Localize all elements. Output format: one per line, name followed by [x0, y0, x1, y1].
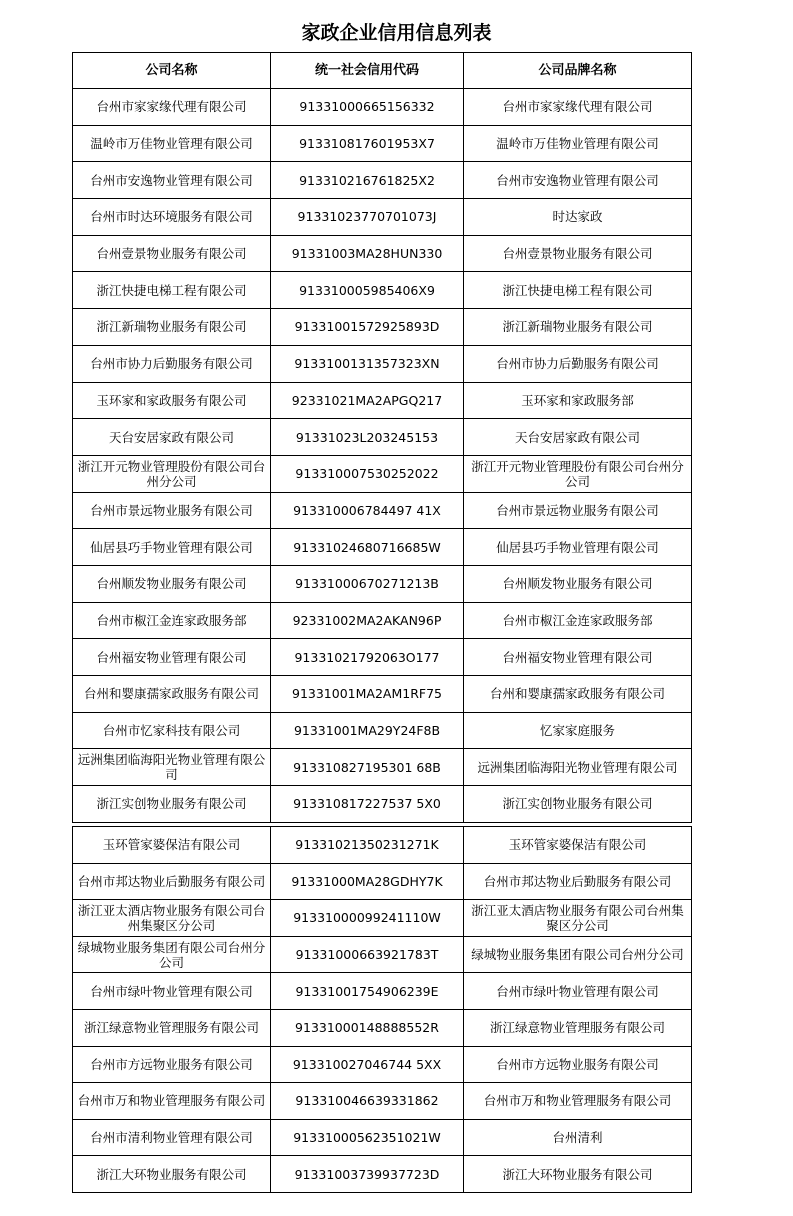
credit-code-cell: 913310216761825X2	[271, 162, 464, 199]
company-name-cell: 台州市协力后勤服务有限公司	[73, 345, 271, 382]
brand-name-cell: 远洲集团临海阳光物业管理有限公司	[464, 749, 692, 786]
brand-name-cell: 仙居县巧手物业管理有限公司	[464, 529, 692, 566]
table-row	[73, 419, 692, 456]
table-row	[73, 1009, 692, 1046]
credit-code-cell: 9133100131357323XN	[271, 345, 464, 382]
header-brand-name: 公司品牌名称	[464, 53, 692, 89]
company-name-cell: 台州市绿叶物业管理有限公司	[73, 973, 271, 1010]
company-name-cell: 台州市安逸物业管理有限公司	[73, 162, 271, 199]
credit-table-continued	[72, 826, 692, 1193]
table-row	[73, 162, 692, 199]
brand-name-cell: 台州市安逸物业管理有限公司	[464, 162, 692, 199]
table-row	[73, 492, 692, 529]
table-row	[73, 1046, 692, 1083]
brand-name-cell: 台州市家家缘代理有限公司	[464, 89, 692, 126]
company-name-cell: 台州市家家缘代理有限公司	[73, 89, 271, 126]
company-name-cell: 浙江开元物业管理股份有限公司台州分公司	[73, 455, 271, 492]
table-row	[73, 235, 692, 272]
table-row	[73, 863, 692, 900]
brand-name-cell: 天台安居家政有限公司	[464, 419, 692, 456]
company-name-cell: 台州市万和物业管理服务有限公司	[73, 1083, 271, 1120]
credit-code-cell: 91331000099241110W	[271, 900, 464, 937]
brand-name-cell: 台州市景远物业服务有限公司	[464, 492, 692, 529]
table-row	[73, 973, 692, 1010]
brand-name-cell: 浙江实创物业服务有限公司	[464, 786, 692, 823]
credit-code-cell: 91331023770701073J	[271, 199, 464, 236]
header-row	[73, 53, 692, 89]
header-company-name: 公司名称	[73, 53, 271, 89]
brand-name-cell: 温岭市万佳物业管理有限公司	[464, 125, 692, 162]
brand-name-cell: 台州市万和物业管理服务有限公司	[464, 1083, 692, 1120]
brand-name-cell: 时达家政	[464, 199, 692, 236]
company-name-cell: 浙江快捷电梯工程有限公司	[73, 272, 271, 309]
company-name-cell: 浙江新瑞物业服务有限公司	[73, 309, 271, 346]
credit-code-cell: 913310005985406X9	[271, 272, 464, 309]
credit-code-cell: 913310827195301 68B	[271, 749, 464, 786]
table-row	[73, 455, 692, 492]
table-row	[73, 565, 692, 602]
company-name-cell: 玉环家和家政服务有限公司	[73, 382, 271, 419]
company-name-cell: 天台安居家政有限公司	[73, 419, 271, 456]
credit-code-cell: 91331001572925893D	[271, 309, 464, 346]
brand-name-cell: 浙江大环物业服务有限公司	[464, 1156, 692, 1193]
company-name-cell: 浙江大环物业服务有限公司	[73, 1156, 271, 1193]
company-name-cell: 台州市景远物业服务有限公司	[73, 492, 271, 529]
brand-name-cell: 台州顺发物业服务有限公司	[464, 565, 692, 602]
table-row	[73, 1156, 692, 1193]
table-row	[73, 89, 692, 126]
company-name-cell: 玉环管家婆保洁有限公司	[73, 827, 271, 864]
table-row	[73, 125, 692, 162]
credit-code-cell: 913310027046744 5XX	[271, 1046, 464, 1083]
brand-name-cell: 玉环管家婆保洁有限公司	[464, 827, 692, 864]
brand-name-cell: 台州壹景物业服务有限公司	[464, 235, 692, 272]
credit-code-cell: 913310817227537 5X0	[271, 786, 464, 823]
table-row	[73, 272, 692, 309]
credit-code-cell: 91331003739937723D	[271, 1156, 464, 1193]
brand-name-cell: 浙江新瑞物业服务有限公司	[464, 309, 692, 346]
credit-code-cell: 913310046639331862	[271, 1083, 464, 1120]
brand-name-cell: 浙江开元物业管理股份有限公司台州分公司	[464, 455, 692, 492]
table-row	[73, 900, 692, 937]
brand-name-cell: 台州市邦达物业后勤服务有限公司	[464, 863, 692, 900]
brand-name-cell: 台州市椒江金连家政服务部	[464, 602, 692, 639]
company-name-cell: 台州市忆家科技有限公司	[73, 712, 271, 749]
brand-name-cell: 浙江绿意物业管理服务有限公司	[464, 1009, 692, 1046]
credit-code-cell: 91331023L203245153	[271, 419, 464, 456]
table-row	[73, 936, 692, 973]
credit-code-cell: 91331003MA28HUN330	[271, 235, 464, 272]
credit-code-cell: 91331000148888552R	[271, 1009, 464, 1046]
brand-name-cell: 忆家家庭服务	[464, 712, 692, 749]
company-name-cell: 绿城物业服务集团有限公司台州分公司	[73, 936, 271, 973]
company-name-cell: 浙江亚太酒店物业服务有限公司台州集聚区分公司	[73, 900, 271, 937]
brand-name-cell: 台州市方远物业服务有限公司	[464, 1046, 692, 1083]
header-credit-code: 统一社会信用代码	[271, 53, 464, 89]
brand-name-cell: 台州福安物业管理有限公司	[464, 639, 692, 676]
credit-code-cell: 91331000663921783T	[271, 936, 464, 973]
company-name-cell: 台州和婴康孺家政服务有限公司	[73, 676, 271, 713]
table-row	[73, 1119, 692, 1156]
table-row	[73, 712, 692, 749]
credit-code-cell: 91331000670271213B	[271, 565, 464, 602]
company-name-cell: 温岭市万佳物业管理有限公司	[73, 125, 271, 162]
company-name-cell: 台州市时达环境服务有限公司	[73, 199, 271, 236]
table-row	[73, 602, 692, 639]
credit-code-cell: 91331000665156332	[271, 89, 464, 126]
company-name-cell: 台州顺发物业服务有限公司	[73, 565, 271, 602]
credit-code-cell: 91331001MA29Y24F8B	[271, 712, 464, 749]
table-row	[73, 639, 692, 676]
company-name-cell: 台州壹景物业服务有限公司	[73, 235, 271, 272]
company-name-cell: 台州市清利物业管理有限公司	[73, 1119, 271, 1156]
credit-code-cell: 91331021350231271K	[271, 827, 464, 864]
table-row	[73, 827, 692, 864]
company-name-cell: 台州市邦达物业后勤服务有限公司	[73, 863, 271, 900]
credit-code-cell: 91331021792063O177	[271, 639, 464, 676]
table-row	[73, 529, 692, 566]
company-name-cell: 台州福安物业管理有限公司	[73, 639, 271, 676]
company-name-cell: 仙居县巧手物业管理有限公司	[73, 529, 271, 566]
brand-name-cell: 台州市协力后勤服务有限公司	[464, 345, 692, 382]
company-name-cell: 浙江实创物业服务有限公司	[73, 786, 271, 823]
credit-code-cell: 91331001MA2AM1RF75	[271, 676, 464, 713]
credit-code-cell: 92331002MA2AKAN96P	[271, 602, 464, 639]
credit-code-cell: 91331000562351021W	[271, 1119, 464, 1156]
company-name-cell: 台州市椒江金连家政服务部	[73, 602, 271, 639]
credit-code-cell: 91331000MA28GDHY7K	[271, 863, 464, 900]
table-row	[73, 309, 692, 346]
brand-name-cell: 绿城物业服务集团有限公司台州分公司	[464, 936, 692, 973]
brand-name-cell: 台州清利	[464, 1119, 692, 1156]
company-name-cell: 台州市方远物业服务有限公司	[73, 1046, 271, 1083]
credit-code-cell: 91331024680716685W	[271, 529, 464, 566]
table-row	[73, 749, 692, 786]
table-row	[73, 786, 692, 823]
brand-name-cell: 玉环家和家政服务部	[464, 382, 692, 419]
brand-name-cell: 浙江快捷电梯工程有限公司	[464, 272, 692, 309]
credit-code-cell: 913310006784497 41X	[271, 492, 464, 529]
credit-code-cell: 913310817601953X7	[271, 125, 464, 162]
table-row	[73, 382, 692, 419]
credit-code-cell: 92331021MA2APGQ217	[271, 382, 464, 419]
company-name-cell: 远洲集团临海阳光物业管理有限公司	[73, 749, 271, 786]
table-row	[73, 1083, 692, 1120]
table-row	[73, 676, 692, 713]
brand-name-cell: 浙江亚太酒店物业服务有限公司台州集聚区分公司	[464, 900, 692, 937]
table-row	[73, 199, 692, 236]
table-row	[73, 345, 692, 382]
brand-name-cell: 台州市绿叶物业管理有限公司	[464, 973, 692, 1010]
credit-code-cell: 91331001754906239E	[271, 973, 464, 1010]
credit-code-cell: 913310007530252022	[271, 455, 464, 492]
brand-name-cell: 台州和婴康孺家政服务有限公司	[464, 676, 692, 713]
page-title: 家政企业信用信息列表	[301, 22, 492, 44]
company-name-cell: 浙江绿意物业管理服务有限公司	[73, 1009, 271, 1046]
credit-table	[72, 52, 692, 823]
